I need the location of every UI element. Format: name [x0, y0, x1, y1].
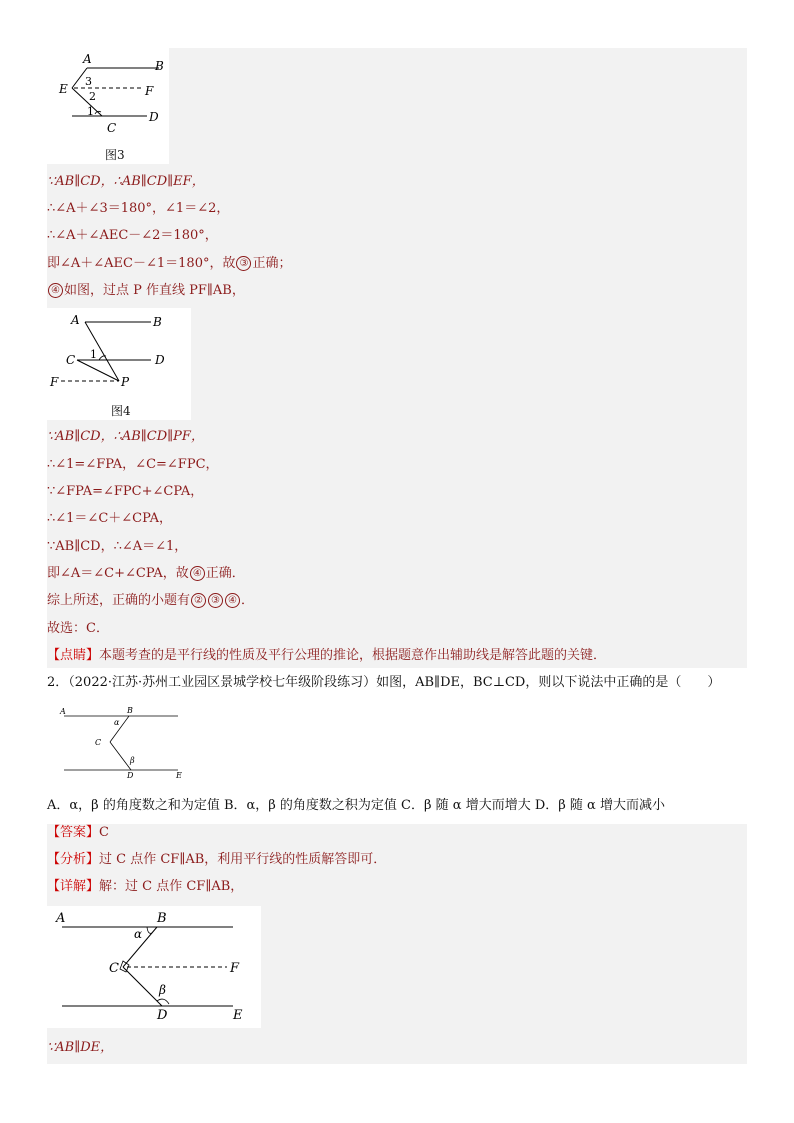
part4-intro — [47, 281, 245, 301]
summary-circle-2: ② — [191, 593, 206, 608]
question-2-options: A．α，β 的角度数之和为定值 B．α，β 的角度数之积为定值 C．β 随 α 增大而增大 D．β 随 α 增大而减小 — [47, 798, 665, 813]
answer-2-diagram — [47, 906, 261, 1028]
q2-label-d: D — [127, 771, 134, 780]
q2-label-e: E — [176, 771, 182, 780]
sol4-line-3: ∵∠FPA=∠FPC+∠CPA， — [47, 484, 204, 499]
fig4-label-a: A — [71, 313, 80, 327]
q2-beta: β — [130, 756, 135, 765]
fig4-label-p: P — [121, 375, 130, 389]
comment-text: 本题考查的是平行线的性质及平行公理的推论，根据题意作出辅助线是解答此题的关键． — [99, 648, 607, 663]
sol4-line-1: ∵AB∥CD，∴AB∥CD∥PF， — [47, 429, 204, 444]
fig4-angle-1: 1 — [90, 348, 97, 361]
sol4-line-4: ∴∠1＝∠C＋∠CPA， — [47, 511, 173, 526]
sol3-line-3: ∴∠A＋∠AEC－∠2＝180°， — [47, 228, 218, 243]
comment-tag: 【点睛】 — [47, 648, 100, 663]
a2-alpha: α — [134, 927, 143, 941]
a2-label-a: A — [56, 911, 66, 926]
fig4-label-b: B — [153, 315, 162, 329]
q2-label-a: A — [60, 707, 66, 716]
q2-label-c: C — [95, 738, 102, 747]
choice-line: 故选：C． — [47, 621, 109, 636]
circle-3: ③ — [236, 256, 251, 271]
summary-line — [47, 591, 254, 611]
last-line: ∵AB∥DE， — [47, 1040, 114, 1055]
figure-4 — [47, 308, 191, 420]
sol3-line-4-text: 即∠A＋∠AEC－∠1＝180°，故 — [47, 256, 236, 271]
a2-label-c: C — [109, 961, 119, 976]
fig4-label-f: F — [50, 375, 59, 389]
sol4-line-2: ∴∠1=∠FPA，∠C=∠FPC， — [47, 457, 219, 472]
summary-text: 综上所述，正确的小题有 — [47, 593, 191, 608]
answer-value: C — [99, 825, 109, 840]
fig3-label-a: A — [83, 52, 92, 66]
q2-label-b: B — [127, 706, 133, 715]
a2-label-d: D — [157, 1008, 168, 1023]
fig3-label-f: F — [145, 84, 154, 98]
answer-line — [47, 823, 109, 843]
sol3-line-4 — [47, 254, 292, 274]
comment-line — [47, 646, 606, 666]
sol3-line-2: ∴∠A＋∠3＝180°，∠1＝∠2， — [47, 201, 230, 216]
a2-label-f: F — [230, 961, 240, 976]
fig3-label-c: C — [107, 121, 117, 135]
circle-4b: ④ — [190, 566, 205, 581]
question-2-stem: 2．（2022·江苏·苏州工业园区景城学校七年级阶段练习）如图，AB∥DE，BC⊥CD，则以下说法中正确的是（ ） — [47, 675, 721, 690]
fig3-angle-1: 1 — [87, 105, 94, 118]
figure-3-caption: 图3 — [105, 148, 125, 162]
sol4-line-6-text: 即∠A＝∠C+∠CPA，故 — [47, 566, 189, 581]
sol4-line-6-end: 正确． — [205, 566, 245, 581]
fig3-label-b: B — [155, 59, 164, 73]
sol4-line-6 — [47, 564, 245, 584]
fig3-label-d: D — [149, 110, 159, 124]
detail-tag: 【详解】 — [47, 879, 100, 894]
sol3-line-1: ∵AB∥CD，∴AB∥CD∥EF， — [47, 174, 205, 189]
sol3-line-4-end: 正确； — [252, 256, 292, 271]
question-2-figure — [56, 700, 190, 784]
figure-3 — [47, 48, 169, 164]
a2-beta: β — [159, 983, 166, 997]
analysis-text: 过 C 点作 CF∥AB，利用平行线的性质解答即可． — [99, 852, 387, 867]
circle-4: ④ — [48, 283, 63, 298]
answer-2-figure — [47, 906, 261, 1028]
a2-label-b: B — [157, 911, 167, 926]
detail-line — [47, 877, 243, 897]
fig3-angle-3: 3 — [85, 75, 92, 88]
answer-tag: 【答案】 — [47, 825, 100, 840]
analysis-tag: 【分析】 — [47, 852, 100, 867]
fig3-angle-2: 2 — [89, 90, 96, 103]
q2-alpha: α — [114, 718, 120, 727]
sol4-line-5: ∵AB∥CD，∴∠A＝∠1， — [47, 539, 188, 554]
part4-text: 如图，过点 P 作直线 PF∥AB， — [64, 283, 245, 298]
analysis-line — [47, 850, 386, 870]
question-2-diagram — [56, 700, 190, 784]
figure-4-caption: 图4 — [111, 404, 131, 418]
summary-end: ． — [241, 593, 255, 608]
detail-text: 解：过 C 点作 CF∥AB， — [99, 879, 244, 894]
fig4-label-c: C — [66, 353, 76, 367]
fig3-label-e: E — [59, 82, 68, 96]
fig4-label-d: D — [155, 353, 165, 367]
a2-label-e: E — [233, 1008, 243, 1023]
summary-circle-4: ④ — [225, 593, 240, 608]
summary-circle-3: ③ — [208, 593, 223, 608]
